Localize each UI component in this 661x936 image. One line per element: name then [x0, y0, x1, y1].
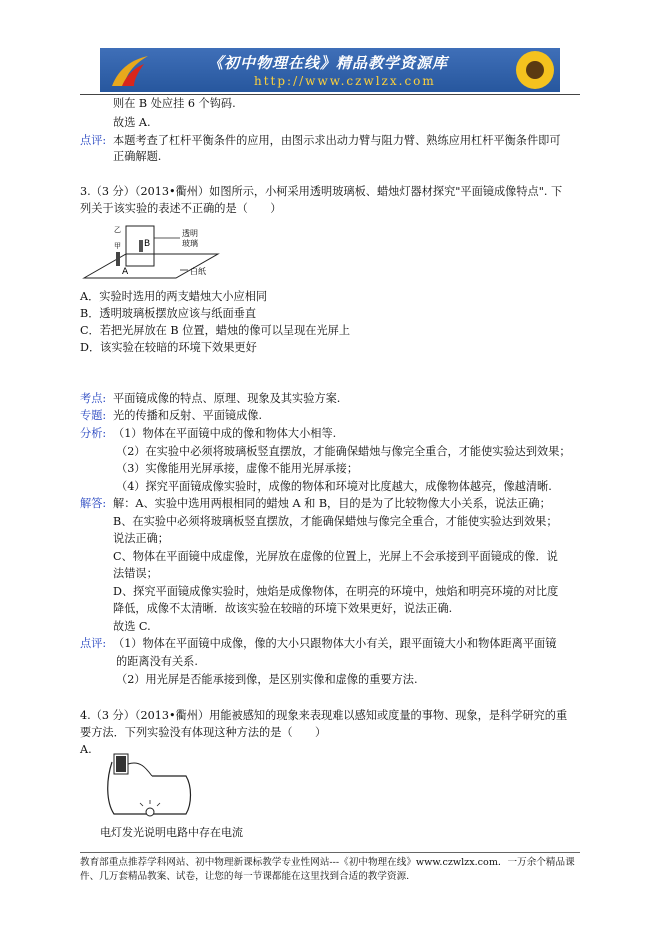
jieda-label: 解答:: [80, 497, 107, 510]
jieda-line-6: D、探究平面镜成像实验时，烛焰是成像物体，在明亮的环境中，烛焰和明亮环境的对比度: [113, 585, 559, 598]
q3-option-b: B．透明玻璃板摆放应该与纸面垂直: [80, 307, 257, 320]
jieda-line-7: 降低，成像不太清晰．故该实验在较暗的环境下效果更好，说法正确.: [113, 602, 453, 615]
circuit-figure: [100, 750, 200, 822]
figure-label-paper: 白纸: [190, 267, 206, 276]
footer-rule: [80, 852, 580, 853]
q3-stem-1: 3.（3 分）（2013•衢州）如图所示，小柯采用透明玻璃板、蜡烛灯器材探究"平面镜成像特点". 下: [80, 185, 563, 198]
footer-line-2: 件、几万套精品教案、试卷，让您的每一节课都能在这里找到合适的教学资源.: [80, 871, 410, 882]
zhuanti-label: 专题:: [80, 409, 107, 422]
jieda-line-8: 故选 C.: [113, 620, 151, 633]
figure-label-glass-1: 透明: [182, 229, 198, 238]
fenxi-line-1: （1）物体在平面镜中成的像和物体大小相等.: [113, 427, 337, 440]
prev-comment-2: 正确解题.: [113, 150, 162, 163]
zhuanti-text: 光的传播和反射、平面镜成像.: [113, 409, 262, 422]
dianping-line-2: 的距离没有关系.: [116, 655, 198, 668]
q3-option-d: D．该实验在较暗的环境下效果更好: [80, 341, 257, 354]
sunflower-icon: [510, 48, 560, 92]
figure-label-a: A: [122, 267, 129, 277]
banner-title: 《初中物理在线》精品教学资源库: [208, 54, 449, 72]
jieda-line-2: B、在实验中必须将玻璃板竖直摆放，才能确保蜡烛与像完全重合，才能使实验达到效果；: [113, 515, 558, 528]
fenxi-line-4: （4）探究平面镜成像实验时，成像的物体和环境对比度越大，成像物体越亮，像越清晰.: [116, 480, 552, 493]
q3-option-c: C．若把光屏放在 B 位置，蜡烛的像可以呈现在光屏上: [80, 324, 351, 337]
q4-caption: 电灯发光说明电路中存在电流: [100, 826, 243, 839]
q3-option-a: A．实验时选用的两支蜡烛大小应相同: [80, 290, 268, 303]
header-rule: [80, 94, 580, 95]
kaodian-text: 平面镜成像的特点、原理、现象及其实验方案.: [113, 392, 341, 405]
dianping-line-1: （1）物体在平面镜中成像，像的大小只跟物体大小有关，跟平面镜大小和物体距离平面镜: [113, 637, 557, 650]
q3-stem-2: 列关于该实验的表述不正确的是（ ）: [80, 202, 282, 215]
figure-label-b: B: [144, 239, 151, 249]
footer-line-1: 教育部重点推荐学科网站、初中物理新课标教学专业性网站---《初中物理在线》www.czwlzx.com．一万余个精品课: [80, 857, 575, 868]
prev-line-1: 则在 B 处应挂 6 个钩码.: [113, 97, 236, 110]
jieda-line-3: 说法正确；: [113, 532, 169, 545]
jieda-line-4: C、物体在平面镜中成虚像，光屏放在虚像的位置上，光屏上不会承接到平面镜成的像．说: [113, 550, 558, 563]
q4-option-a: A.: [80, 743, 92, 756]
logo-icon: [104, 50, 164, 90]
jieda-line-1: 解：A、实验中选用两根相同的蜡烛 A 和 B，目的是为了比较物像大小关系，说法正确；: [113, 497, 551, 510]
prev-comment-label: 点评:: [80, 134, 107, 147]
prev-line-2: 故选 A.: [113, 116, 151, 129]
figure-label-jia: 甲: [114, 242, 121, 250]
fenxi-label: 分析:: [80, 427, 107, 440]
mirror-experiment-figure: [80, 218, 220, 284]
banner-url: http://www.czwlzx.com: [254, 74, 436, 88]
fenxi-line-3: （3）实像能用光屏承接，虚像不能用光屏承接；: [116, 462, 359, 475]
kaodian-label: 考点:: [80, 392, 107, 405]
prev-comment-1: 本题考查了杠杆平衡条件的应用，由图示求出动力臂与阻力臂、熟练应用杠杆平衡条件即可: [113, 134, 561, 147]
header-banner: [100, 48, 560, 92]
dianping-line-3: （2）用光屏是否能承接到像，是区别实像和虚像的重要方法.: [116, 673, 418, 686]
q4-stem-1: 4.（3 分）（2013•衢州）用能被感知的现象来表现难以感知或度量的事物、现象，是科学研究的重: [80, 709, 568, 722]
figure-label-glass-2: 玻璃: [182, 239, 198, 248]
fenxi-line-2: （2）在实验中必须将玻璃板竖直摆放，才能确保蜡烛与像完全重合，才能使实验达到效果；: [116, 445, 571, 458]
dianping-label: 点评:: [80, 637, 107, 650]
figure-label-yi: 乙: [114, 226, 121, 234]
q4-stem-2: 要方法．下列实验没有体现这种方法的是（ ）: [80, 726, 327, 739]
jieda-line-5: 法错误；: [113, 567, 158, 580]
